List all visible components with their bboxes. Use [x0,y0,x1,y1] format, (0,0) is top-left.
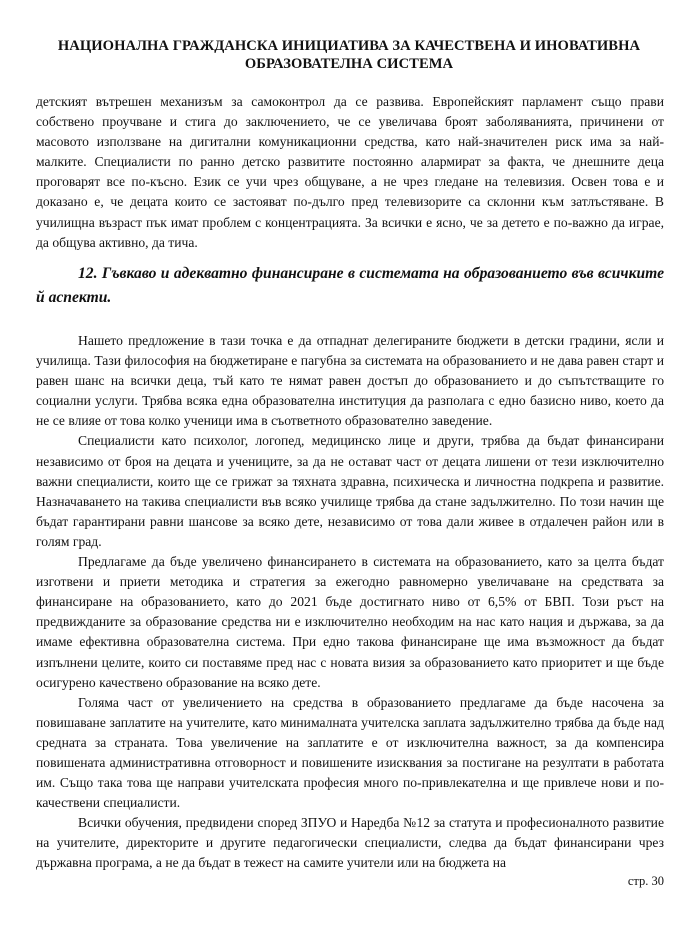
section-paragraph: Нашето предложение в тази точка е да отпаднат делегираните бюджети в детски градини, ясли и училища. Тази философия на бюджетиране е пагубна за системата на образованието и не дава равен старт и равен шанс на всички деца, тъй като те нямат равен достъп до образованието и до съпътстващите го социални услуги. Трябва всяка една образователна институция да разполага с едно базисно ниво, което да не се влияе от това колко ученици има в съответното образователно заведение. [36,333,664,429]
header-title-line-2: ОБРАЗОВАТЕЛНА СИСТЕМА [244,56,454,72]
page-number: стр. 30 [627,874,664,888]
section-paragraph: Всички обучения, предвидени според ЗПУО и Наредба №12 за статута и професионалното развитие на учителите, директорите и другите педагогически специалисти, следва да бъдат финансирани чрез държавна програма, а не да бъдат в тежест на самите учители или на бюджета на [36,815,664,871]
section-heading: 12. Гъвкаво и адекватно финансиране в системата на образованието във всичките й аспекти. [36,265,664,306]
section-body [36,331,664,874]
section-paragraph: Специалисти като психолог, логопед, медицинско лице и други, трябва да бъдат финансирани независимо от броя на децата и учениците, за да не остават част от децата лишени от тези изключително важни специалисти, които ще се грижат за тяхната здравна, психическа и личностна подкрепа и развитие. Назначаването на такива специалисти във всяко училище трябва да стане задължително. По този начин ще бъдат гарантирани равни шансове за всяко дете, независимо от това дали живее в отдалечен район или в голям град. [36,433,664,549]
intro-paragraph: детският вътрешен механизъм за самоконтрол да се развива. Европейският парламент също прави собствено проучване и стига до заключението, че се увеличава броят заболяванията, причинени от масовото използване на дигитални комуникационни средства, като най-значителен риск има за най-малките. Специалисти по ранно детско развитите постоянно алармират за факта, че днешните деца проговарят все по-късно. Език се учи чрез общуване, а не чрез гледане на телевизия. Освен това е и доказано е, че децата които се застояват по-дълго пред телевизорите са склонни към затлъстяване. В училищна възраст пък имат проблем с концентрацията. За всички е ясно, че за детето е по-важно да играе, да общува активно, да тича. [36,94,664,250]
document-header [40,37,658,73]
section-paragraph: Голяма част от увеличението на средства в образованието предлагаме да бъде насочена за повишаване заплатите на учителите, като минималната учителска заплата задължително трябва да бъде над средната за страната. Това увеличение на заплатите е от изключителна важност, за да компенсира повишената административна отговорност и повишените изисквания за постигане на резултати в работата им. Също така това ще направи учителската професия много по-привлекателна и ще привлече нови и по-качествени специалисти. [36,694,664,811]
section-paragraph: Предлагаме да бъде увеличено финансирането в системата на образованието, като за целта бъдат изготвени и приети методика и стратегия за ежегодно равномерно увеличаване на средствата за финансиране на образованието, като до 2021 бъде достигнато ниво от 6,5% от БВП. Този ръст на предвижданите за образование средства ни е изключително необходим на нас като нация и държава, за да имаме ефективна образователна система. При едно такова финансиране ще има възможност да бъдат изпълнени целите, които си поставяме пред нас с новата визия за образованието като приоритет и ще бъде осигурено качествено образование на всяко дете. [36,554,664,690]
header-title-line-1: НАЦИОНАЛНА ГРАЖДАНСКА ИНИЦИАТИВА ЗА КАЧЕСТВЕНА И ИНОВАТИВНА [57,38,641,54]
